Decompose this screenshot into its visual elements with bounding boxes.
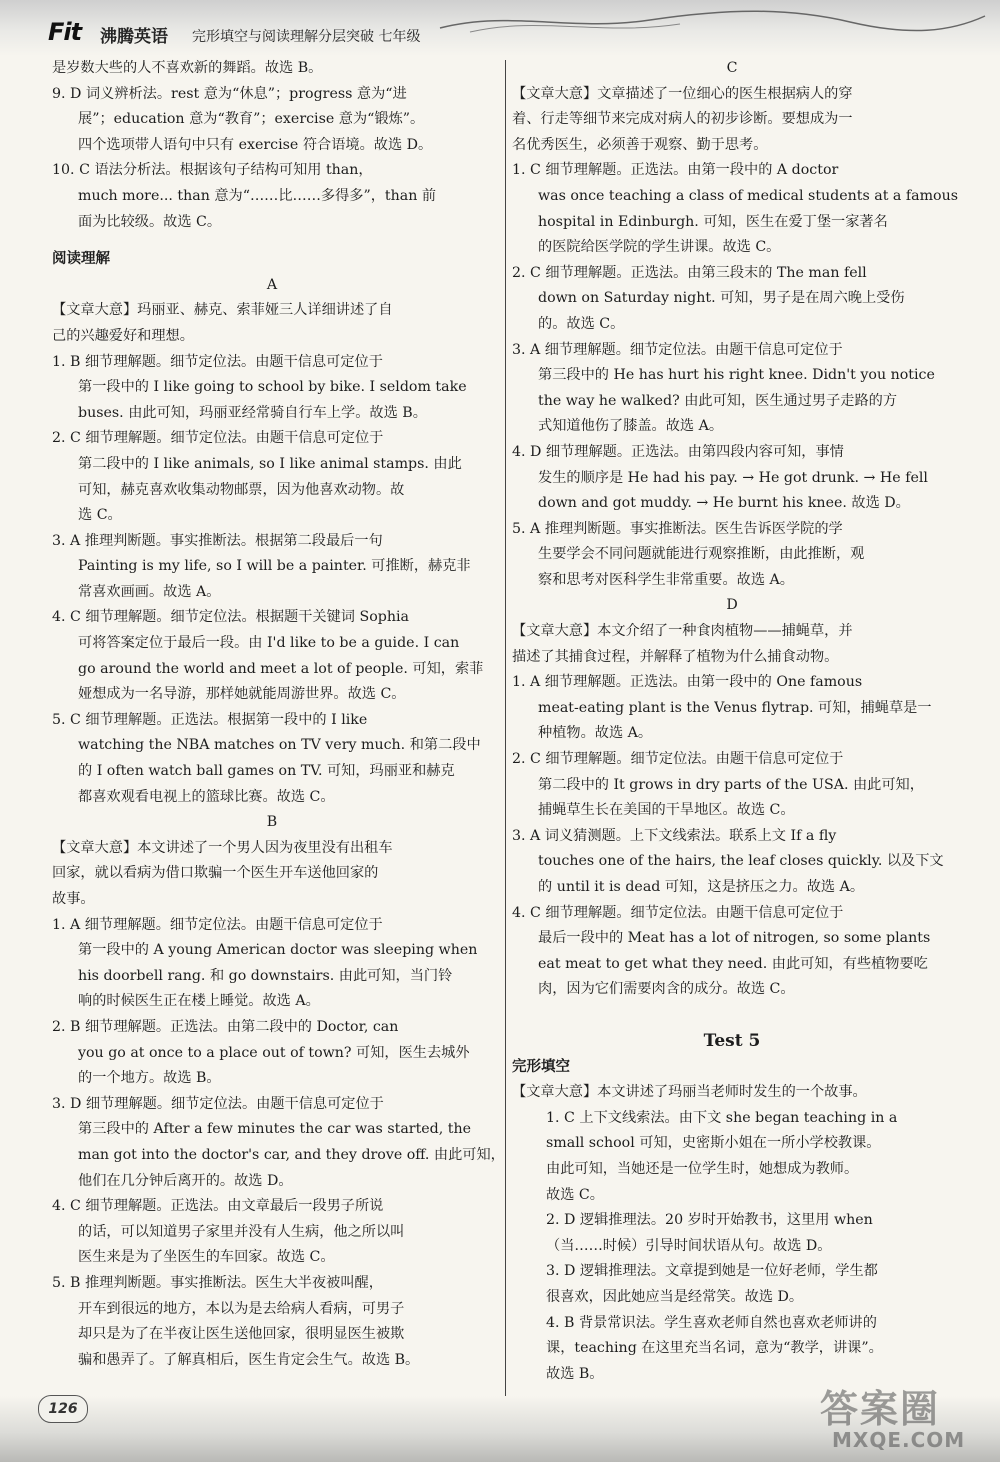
answer-line: 5. A 推理判断题。事实推断法。医生告诉医学院的学 — [512, 520, 843, 537]
text-line: man got into the doctor's car, and they drove off. 由此可知， — [78, 1146, 505, 1163]
brand-logo: Fit — [48, 18, 82, 46]
answer-line: 9. D 词义辨析法。rest 意为“休息”；progress 意为“进 — [52, 85, 407, 102]
text-line: 式知道他伤了膝盖。故选 A。 — [538, 418, 724, 435]
text-line: 捕蝇草生长在美国的干旱地区。故选 C。 — [538, 802, 795, 819]
answer-line: 5. B 推理判断题。事实推断法。医生大半夜被叫醒， — [52, 1274, 383, 1291]
answer-line: 10. C 语法分析法。根据该句子结构可知用 than， — [52, 162, 373, 179]
text-line: 发生的顺序是 He had his pay. → He got drunk. → He fell — [538, 469, 928, 486]
text-line: you go at once to a place out of town? 可知，医生去城外 — [78, 1044, 470, 1061]
text-line: 很喜欢，因此她应当是经常笑。故选 D。 — [546, 1288, 804, 1305]
text-line: 的一个地方。故选 B。 — [78, 1070, 221, 1087]
text-line: hospital in Edinburgh. 可知，医生在爱丁堡一家著名 — [538, 213, 888, 230]
summary-line: 【文章大意】玛丽亚、赫克、索菲娅三人详细讲述了自 — [52, 302, 393, 319]
text-line: buses. 由此可知，玛丽亚经常骑自行车上学。故选 B。 — [78, 404, 427, 421]
text-line: （当……时候）引导时间状语从句。故选 D。 — [546, 1237, 832, 1254]
text-line: 生要学会不同问题就能进行观察推断，由此推断，观 — [538, 546, 865, 563]
summary-line: 回家，就以看病为借口欺骗一个医生开车送他回家的 — [52, 865, 379, 882]
text-line: touches one of the hairs, the leaf closes quickly. 以及下文 — [538, 853, 944, 870]
summary-line: 着、行走等细节来完成对病人的初步诊断。要想成为一 — [512, 111, 853, 128]
watermark-url: MXQE.COM — [832, 1428, 966, 1452]
summary-line: 【文章大意】本文介绍了一种食肉植物——捕蝇草，并 — [512, 623, 853, 640]
text-line: 选 C。 — [78, 507, 122, 524]
text-line: 第一段中的 A young American doctor was sleeping when — [78, 942, 478, 959]
text-line: 最后一段中的 Meat has a lot of nitrogen, so some plants — [538, 930, 931, 947]
answer-line: 5. C 细节理解题。正选法。根据第一段中的 I like — [52, 711, 368, 728]
passage-label: A — [266, 276, 278, 293]
text-line: down and got muddy. → He burnt his knee. 故选 D。 — [538, 495, 910, 512]
text-line: 的。故选 C。 — [538, 315, 625, 332]
answer-line: 2. C 细节理解题。细节定位法。由题干信息可定位于 — [512, 751, 844, 768]
text-line: 可将答案定位于最后一段。由 I'd like to be a guide. I can — [78, 635, 460, 652]
text-line: 课，teaching 在这里充当名词，意为“教学，讲课”。 — [546, 1340, 883, 1357]
section-heading: 阅读理解 — [52, 251, 110, 268]
text-line: 的话，可以知道男子家里并没有人生病，他之所以叫 — [78, 1223, 405, 1240]
answer-line: 2. D 逻辑推理法。20 岁时开始教书，这里用 when — [546, 1212, 873, 1229]
text-line: 的 until it is dead 可知，这是挤压之力。故选 A。 — [538, 879, 865, 895]
answer-line: 1. C 上下文线索法。由下文 she began teaching in a — [546, 1109, 898, 1126]
summary-line: 【文章大意】本文讲述了一个男人因为夜里没有出租车 — [52, 839, 393, 856]
summary-line: 己的兴趣爱好和理想。 — [52, 327, 194, 344]
answer-line: 4. C 细节理解题。细节定位法。由题干信息可定位于 — [512, 904, 844, 921]
text-line: 却只是为了在半夜让医生送他回家，很明显医生被欺 — [78, 1326, 405, 1343]
answer-line: 1. B 细节理解题。细节定位法。由题干信息可定位于 — [52, 353, 383, 370]
answer-line: 3. A 推理判断题。事实推断法。根据第二段最后一句 — [52, 532, 383, 549]
text-line: 由此可知，当她还是一位学生时，她想成为教师。 — [546, 1160, 859, 1177]
text-line: 第三段中的 He has hurt his right knee. Didn't you notice — [538, 367, 935, 384]
text-line: 的医院给医学院的学生讲课。故选 C。 — [538, 239, 781, 256]
summary-line: 描述了其捕食过程，并解释了植物为什么捕食动物。 — [512, 648, 839, 665]
summary-line: 名优秀医生，必须善于观察、勤于思考。 — [512, 136, 768, 153]
text-line: 面为比较级。故选 C。 — [78, 213, 222, 230]
text-line: 故选 C。 — [546, 1186, 604, 1203]
text-line: go around the world and meet a lot of people. 可知，索菲 — [78, 660, 484, 677]
test-title: Test 5 — [703, 1030, 761, 1051]
answer-line: 3. D 逻辑推理法。文章提到她是一位好老师，学生都 — [546, 1263, 878, 1280]
passage-label: D — [726, 597, 738, 614]
page-number: 126 — [38, 1395, 88, 1423]
answer-line: 3. D 细节理解题。细节定位法。由题干信息可定位于 — [52, 1095, 384, 1112]
summary-line: 【文章大意】本文讲述了玛丽当老师时发生的一个故事。 — [512, 1084, 867, 1101]
text-line: 肉，因为它们需要肉含的成分。故选 C。 — [538, 981, 795, 998]
text-line: 第二段中的 I like animals, so I like animal stamps. 由此 — [78, 455, 462, 472]
answer-line: 4. B 背景常识法。学生喜欢老师自然也喜欢老师讲的 — [546, 1314, 877, 1331]
watermark-logo-text: 答案圈 — [820, 1387, 941, 1431]
passage-label: B — [266, 814, 278, 831]
text-line: much more... than 意为“……比……多得多”，than 前 — [78, 187, 437, 204]
text-line: 都喜欢观看电视上的篮球比赛。故选 C。 — [78, 788, 335, 805]
answer-line: 2. C 细节理解题。正选法。由第三段末的 The man fell — [512, 264, 867, 281]
text-line: 的 I often watch ball games on TV. 可知，玛丽亚和赫克 — [78, 763, 455, 780]
text-line: eat meat to get what they need. 由此可知，有些植物要吃 — [538, 955, 928, 972]
answer-line: 2. C 细节理解题。细节定位法。由题干信息可定位于 — [52, 430, 384, 447]
answer-line: 1. A 细节理解题。细节定位法。由题干信息可定位于 — [52, 916, 383, 933]
text-line: 第一段中的 I like going to school by bike. I seldom take — [78, 379, 467, 396]
text-line: down on Saturday night. 可知，男子是在周六晚上受伤 — [538, 290, 905, 307]
summary-line: 【文章大意】文章描述了一位细心的医生根据病人的穿 — [512, 85, 853, 102]
text-line: meat-eating plant is the Venus flytrap. 可知，捕蝇草是一 — [538, 699, 932, 716]
text-line: 他们在几分钟后离开的。故选 D。 — [78, 1172, 293, 1189]
book-subtitle: 完形填空与阅读理解分层突破 七年级 — [192, 29, 421, 45]
answer-line: 2. B 细节理解题。正选法。由第二段中的 Doctor, can — [52, 1018, 399, 1035]
site-watermark — [812, 1378, 992, 1458]
text-line: 娅想成为一名导游，那样她就能周游世界。故选 C。 — [78, 686, 406, 703]
text-line: watching the NBA matches on TV very much. 和第二段中 — [78, 737, 481, 754]
text-line: 种植物。故选 A。 — [538, 725, 653, 742]
passage-label: C — [726, 60, 738, 76]
text-line: 四个选项带人语句中只有 exercise 符合语境。故选 D。 — [78, 136, 433, 153]
text-line: the way he walked? 由此可知，医生通过男子走路的方 — [538, 392, 898, 409]
text-line: Painting is my life, so I will be a painter. 可推断，赫克非 — [78, 558, 471, 575]
text-line: 骗和愚弄了。了解真相后，医生肯定会生气。故选 B。 — [78, 1351, 420, 1368]
text-line: 可知，赫克喜欢收集动物邮票，因为他喜欢动物。故 — [78, 481, 405, 498]
answer-line: 3. A 细节理解题。细节定位法。由题干信息可定位于 — [512, 341, 843, 358]
section-heading: 完形填空 — [512, 1058, 570, 1075]
series-name: 沸腾英语 — [100, 27, 168, 47]
summary-line: 故事。 — [52, 891, 95, 907]
header-ornament-icon — [430, 2, 990, 42]
text-line: 开车到很远的地方，本以为是去给病人看病，可男子 — [78, 1300, 405, 1317]
text-line: 故选 B。 — [546, 1365, 604, 1382]
answer-line: 4. C 细节理解题。细节定位法。根据题干关键词 Sophia — [52, 609, 409, 626]
answer-line: 4. C 细节理解题。正选法。由文章最后一段男子所说 — [52, 1198, 384, 1215]
page-header — [0, 0, 1000, 56]
text-line: his doorbell rang. 和 go downstairs. 由此可知，当门铃 — [78, 967, 453, 984]
text-line: 是岁数大些的人不喜欢新的舞蹈。故选 B。 — [52, 60, 323, 76]
text-line: 常喜欢画画。故选 A。 — [78, 583, 221, 600]
right-column — [512, 56, 959, 1387]
answer-line: 3. A 词义猜测题。上下文线索法。联系上文 If a fly — [512, 827, 837, 844]
answer-line: 1. C 细节理解题。正选法。由第一段中的 A doctor — [512, 162, 839, 179]
text-line: small school 可知，史密斯小姐在一所小学校教课。 — [546, 1135, 881, 1152]
answer-line: 4. D 细节理解题。正选法。由第四段内容可知，事情 — [512, 443, 844, 460]
column-divider — [505, 60, 506, 1400]
text-line: 第二段中的 It grows in dry parts of the USA. 由此可知， — [538, 776, 924, 793]
answer-line: 1. A 细节理解题。正选法。由第一段中的 One famous — [512, 674, 863, 691]
left-column — [52, 56, 505, 1373]
text-line: was once teaching a class of medical students at a famous — [538, 187, 959, 204]
text-line: 第三段中的 After a few minutes the car was started, the — [78, 1121, 471, 1138]
text-line: 响的时候医生正在楼上睡觉。故选 A。 — [78, 993, 320, 1010]
text-line: 医生来是为了坐医生的车回家。故选 C。 — [78, 1249, 335, 1266]
text-line: 察和思考对医科学生非常重要。故选 A。 — [538, 571, 794, 588]
text-line: 展”；education 意为“教育”；exercise 意为“锻炼”。 — [78, 111, 425, 128]
